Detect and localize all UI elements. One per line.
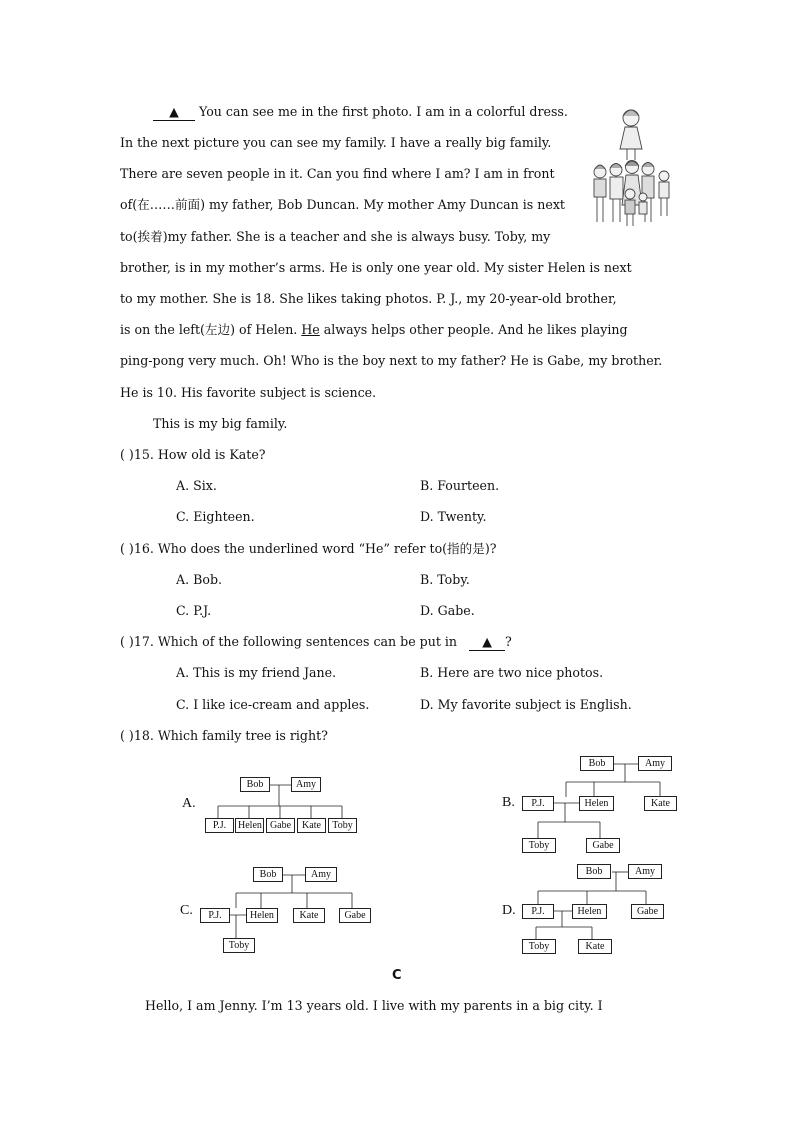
tree-a-child: Gabe <box>266 818 295 833</box>
triangle-marker: ▲ <box>169 104 179 119</box>
underlined-word: He <box>301 322 320 337</box>
tree-a-parent2: Amy <box>291 777 321 792</box>
option-15-d: D. Twenty. <box>420 509 487 524</box>
option-17-b: B. Here are two nice photos. <box>420 665 604 680</box>
option-15-a: A. Six. <box>176 478 217 493</box>
tree-a-child: P.J. <box>205 818 234 833</box>
tree-d-child: P.J. <box>522 904 554 919</box>
tree-d-parent2: Amy <box>628 864 662 879</box>
option-16-c: C. P.J. <box>176 603 212 618</box>
passage-line-9: ping-pong very much. Oh! Who is the boy next to my father? He is Gabe, my brother. <box>120 353 663 368</box>
tree-d-subchild: Toby <box>522 939 556 954</box>
question-15: ( )15. How old is Kate? <box>120 447 266 462</box>
tree-d-subchild: Kate <box>578 939 612 954</box>
tree-b-child: Helen <box>579 796 614 811</box>
tree-b-parent1: Bob <box>580 756 614 771</box>
tree-a-child: Kate <box>297 818 326 833</box>
passage-line-5: to(挨着)my father. She is a teacher and she is always busy. Toby, my <box>120 229 551 244</box>
tree-b-subchild: Toby <box>522 838 556 853</box>
question-mark: ? <box>505 634 512 649</box>
passage-line-3: There are seven people in it. Can you find where I am? I am in front <box>120 166 555 181</box>
option-16-b: B. Toby. <box>420 572 470 587</box>
tree-d-letter: D. <box>502 903 516 918</box>
passage-text: is on the left(左边) of Helen. <box>120 322 302 337</box>
passage-line-4: of(在……前面) my father, Bob Duncan. My mother Amy Duncan is next <box>120 197 565 212</box>
tree-b-child: Kate <box>644 796 677 811</box>
passage-line-7: to my mother. She is 18. She likes taking photos. P. J., my 20-year-old brother, <box>120 291 617 306</box>
tree-b-letter: B. <box>502 795 515 810</box>
triangle-marker: ▲ <box>482 634 492 649</box>
passage-text: You can see me in the first photo. I am in a colorful dress. <box>195 104 568 119</box>
section-c-heading: C <box>392 968 402 983</box>
tree-d-child: Gabe <box>631 904 664 919</box>
tree-c-subchild: Toby <box>223 938 255 953</box>
tree-c-child: Gabe <box>339 908 371 923</box>
tree-c-parent1: Bob <box>253 867 283 882</box>
question-18: ( )18. Which family tree is right? <box>120 728 328 743</box>
tree-c-letter: C. <box>180 903 193 918</box>
passage-line-10: He is 10. His favorite subject is science. <box>120 385 377 400</box>
option-17-a: A. This is my friend Jane. <box>176 665 337 680</box>
tree-b-subchild: Gabe <box>586 838 620 853</box>
tree-c-child: P.J. <box>200 908 230 923</box>
tree-c-child: Helen <box>246 908 278 923</box>
option-17-c: C. I like ice-cream and apples. <box>176 697 370 712</box>
passage-line-6: brother, is in my mother’s arms. He is only one year old. My sister Helen is next <box>120 260 632 275</box>
tree-a-parent1: Bob <box>240 777 270 792</box>
question-text: ( )17. Which of the following sentences can be put in <box>120 634 462 649</box>
tree-b-child: P.J. <box>522 796 554 811</box>
tree-d-child: Helen <box>572 904 607 919</box>
passage-text: always helps other people. And he likes playing <box>319 322 628 337</box>
tree-c-parent2: Amy <box>305 867 337 882</box>
passage-line-11: This is my big family. <box>153 416 288 431</box>
tree-a-letter: A. <box>182 796 196 811</box>
section-c-text: Hello, I am Jenny. I’m 13 years old. I live with my parents in a big city. I <box>145 998 603 1013</box>
option-16-a: A. Bob. <box>176 572 223 587</box>
passage-line-2: In the next picture you can see my family. I have a really big family. <box>120 135 552 150</box>
question-16: ( )16. Who does the underlined word “He” refer to(指的是)? <box>120 541 497 556</box>
tree-d-parent1: Bob <box>577 864 611 879</box>
option-15-c: C. Eighteen. <box>176 509 255 524</box>
option-17-d: D. My favorite subject is English. <box>420 697 632 712</box>
option-16-d: D. Gabe. <box>420 603 475 618</box>
tree-a-child: Toby <box>328 818 357 833</box>
tree-b-parent2: Amy <box>638 756 672 771</box>
option-15-b: B. Fourteen. <box>420 478 500 493</box>
tree-c-child: Kate <box>293 908 325 923</box>
tree-a-child: Helen <box>235 818 264 833</box>
